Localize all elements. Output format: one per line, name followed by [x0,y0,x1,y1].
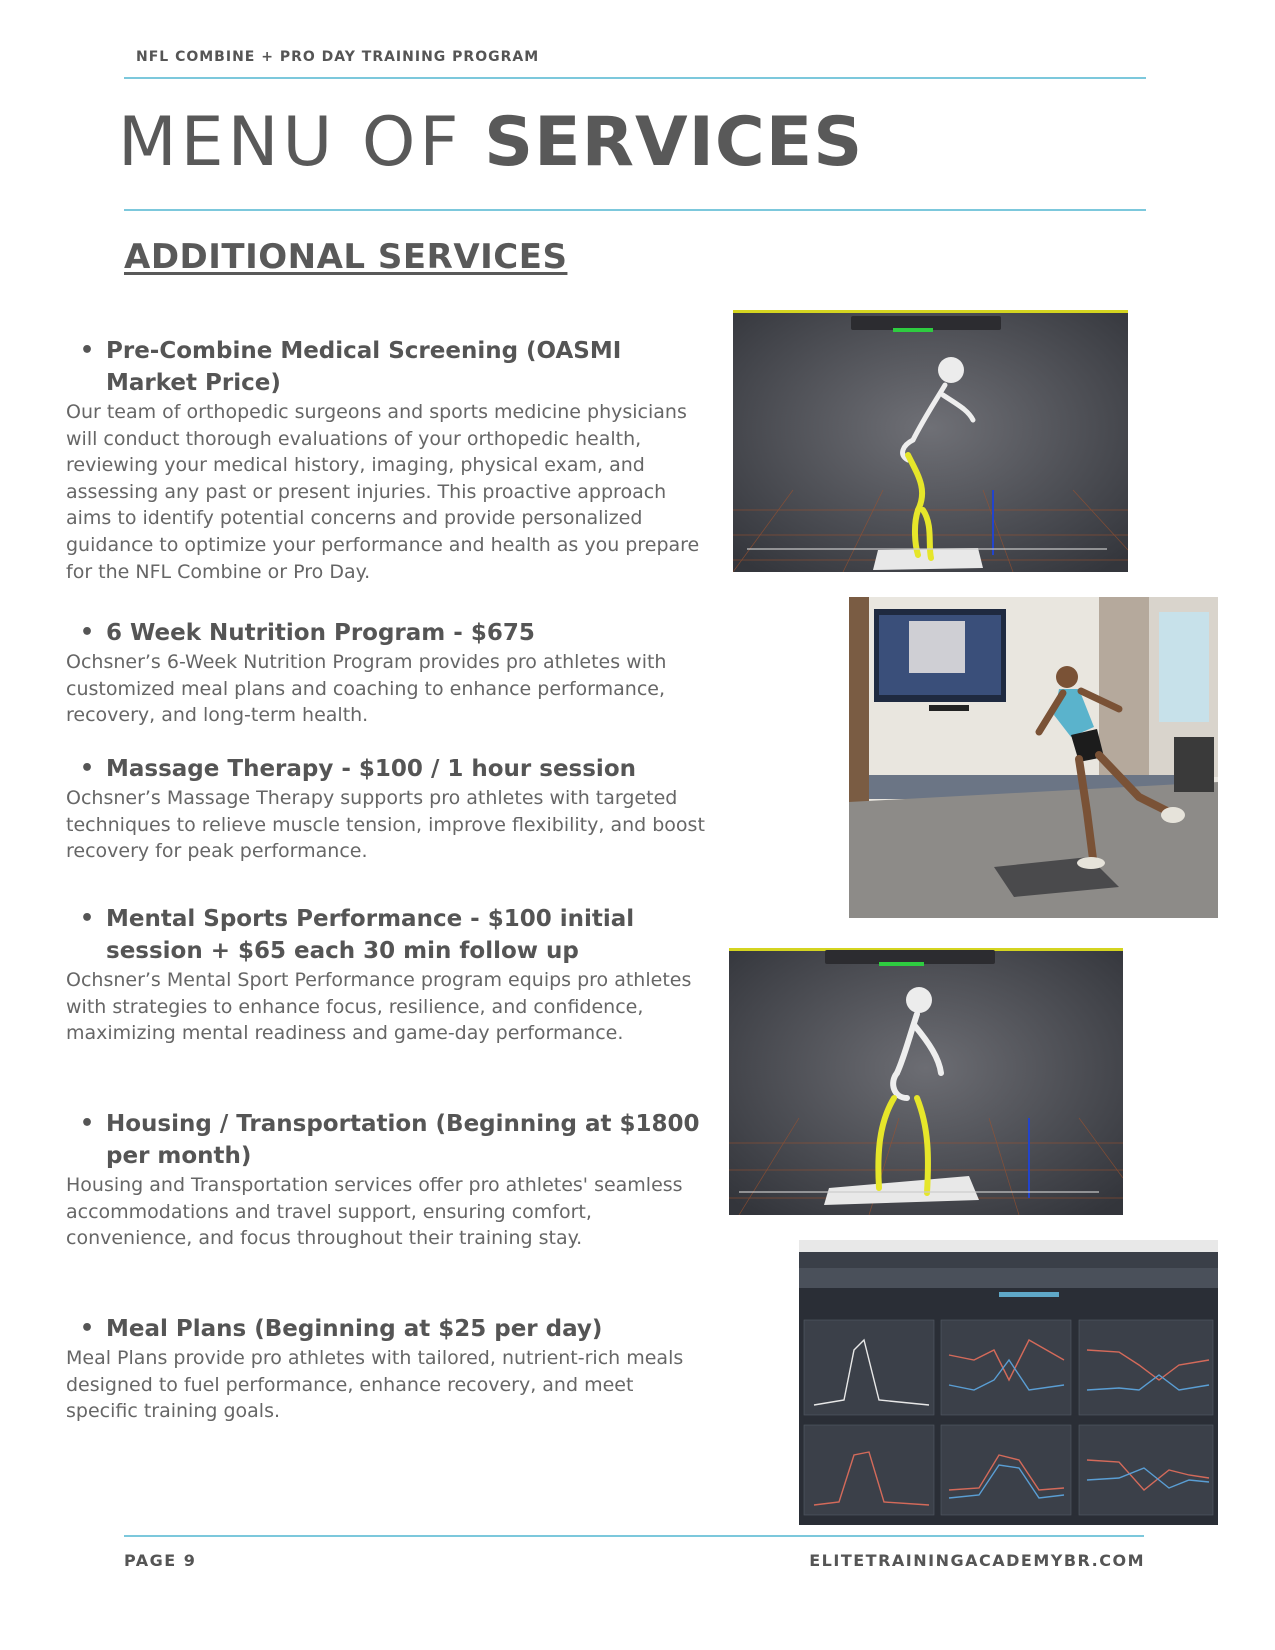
service-nutrition-program [66,617,706,729]
website-link[interactable]: ELITETRAININGACADEMYBR.COM [809,1551,1145,1570]
service-title: • 6 Week Nutrition Program - $675 [66,617,706,649]
title-divider [124,209,1146,211]
service-title: • Mental Sports Performance - $100 initial session + $65 each 30 min follow up [66,903,706,967]
service-mental-performance [66,903,706,1047]
service-description: Housing and Transportation services offer pro athletes' seamless accommodations and travel support, ensuring comfort, convenience, and focus throughout their training stay. [66,1174,683,1250]
skeleton-capture-photo-1 [733,310,1128,572]
service-title: • Massage Therapy - $100 / 1 hour session [66,753,706,785]
title-bold: SERVICES [484,103,864,182]
page-title [118,103,863,183]
athlete-training-photo [849,597,1218,918]
skeleton-capture-photo-2 [729,948,1123,1215]
service-massage-therapy [66,753,706,865]
footer-divider [124,1535,1144,1537]
analytics-dashboard-photo [799,1240,1218,1525]
top-divider [124,77,1146,79]
service-description: Ochsner’s Mental Sport Performance program equips pro athletes with strategies to enhance focus, resilience, and confidence, maximizing mental readiness and game-day performance. [66,969,692,1045]
service-title: • Housing / Transportation (Beginning at $1800 per month) [66,1108,706,1172]
service-description: Ochsner’s Massage Therapy supports pro athletes with targeted techniques to relieve muscle tension, improve flexibility, and boost recovery for peak performance. [66,787,705,863]
service-title: • Meal Plans (Beginning at $25 per day) [66,1313,706,1345]
service-description: Meal Plans provide pro athletes with tailored, nutrient-rich meals designed to fuel performance, enhance recovery, and meet specific training goals. [66,1347,684,1423]
program-label: NFL COMBINE + PRO DAY TRAINING PROGRAM [136,49,540,65]
page-number: PAGE 9 [124,1551,197,1570]
service-medical-screening [66,335,706,585]
service-description: Our team of orthopedic surgeons and sports medicine physicians will conduct thorough evaluations of your orthopedic health, reviewing your medical history, imaging, physical exam, and assessing any past or present injuries. This proactive approach aims to identify potential concerns and provide personalized guidance to optimize your performance and health as you prepare for the NFL Combine or Pro Day. [66,401,700,583]
service-title: • Pre-Combine Medical Screening (OASMI Market Price) [66,335,706,399]
service-description: Ochsner’s 6-Week Nutrition Program provides pro athletes with customized meal plans and coaching to enhance performance, recovery, and long-term health. [66,651,667,727]
service-meal-plans [66,1313,706,1425]
section-heading: ADDITIONAL SERVICES [124,237,568,277]
service-housing-transportation [66,1108,706,1252]
title-light: MENU OF [118,103,463,182]
